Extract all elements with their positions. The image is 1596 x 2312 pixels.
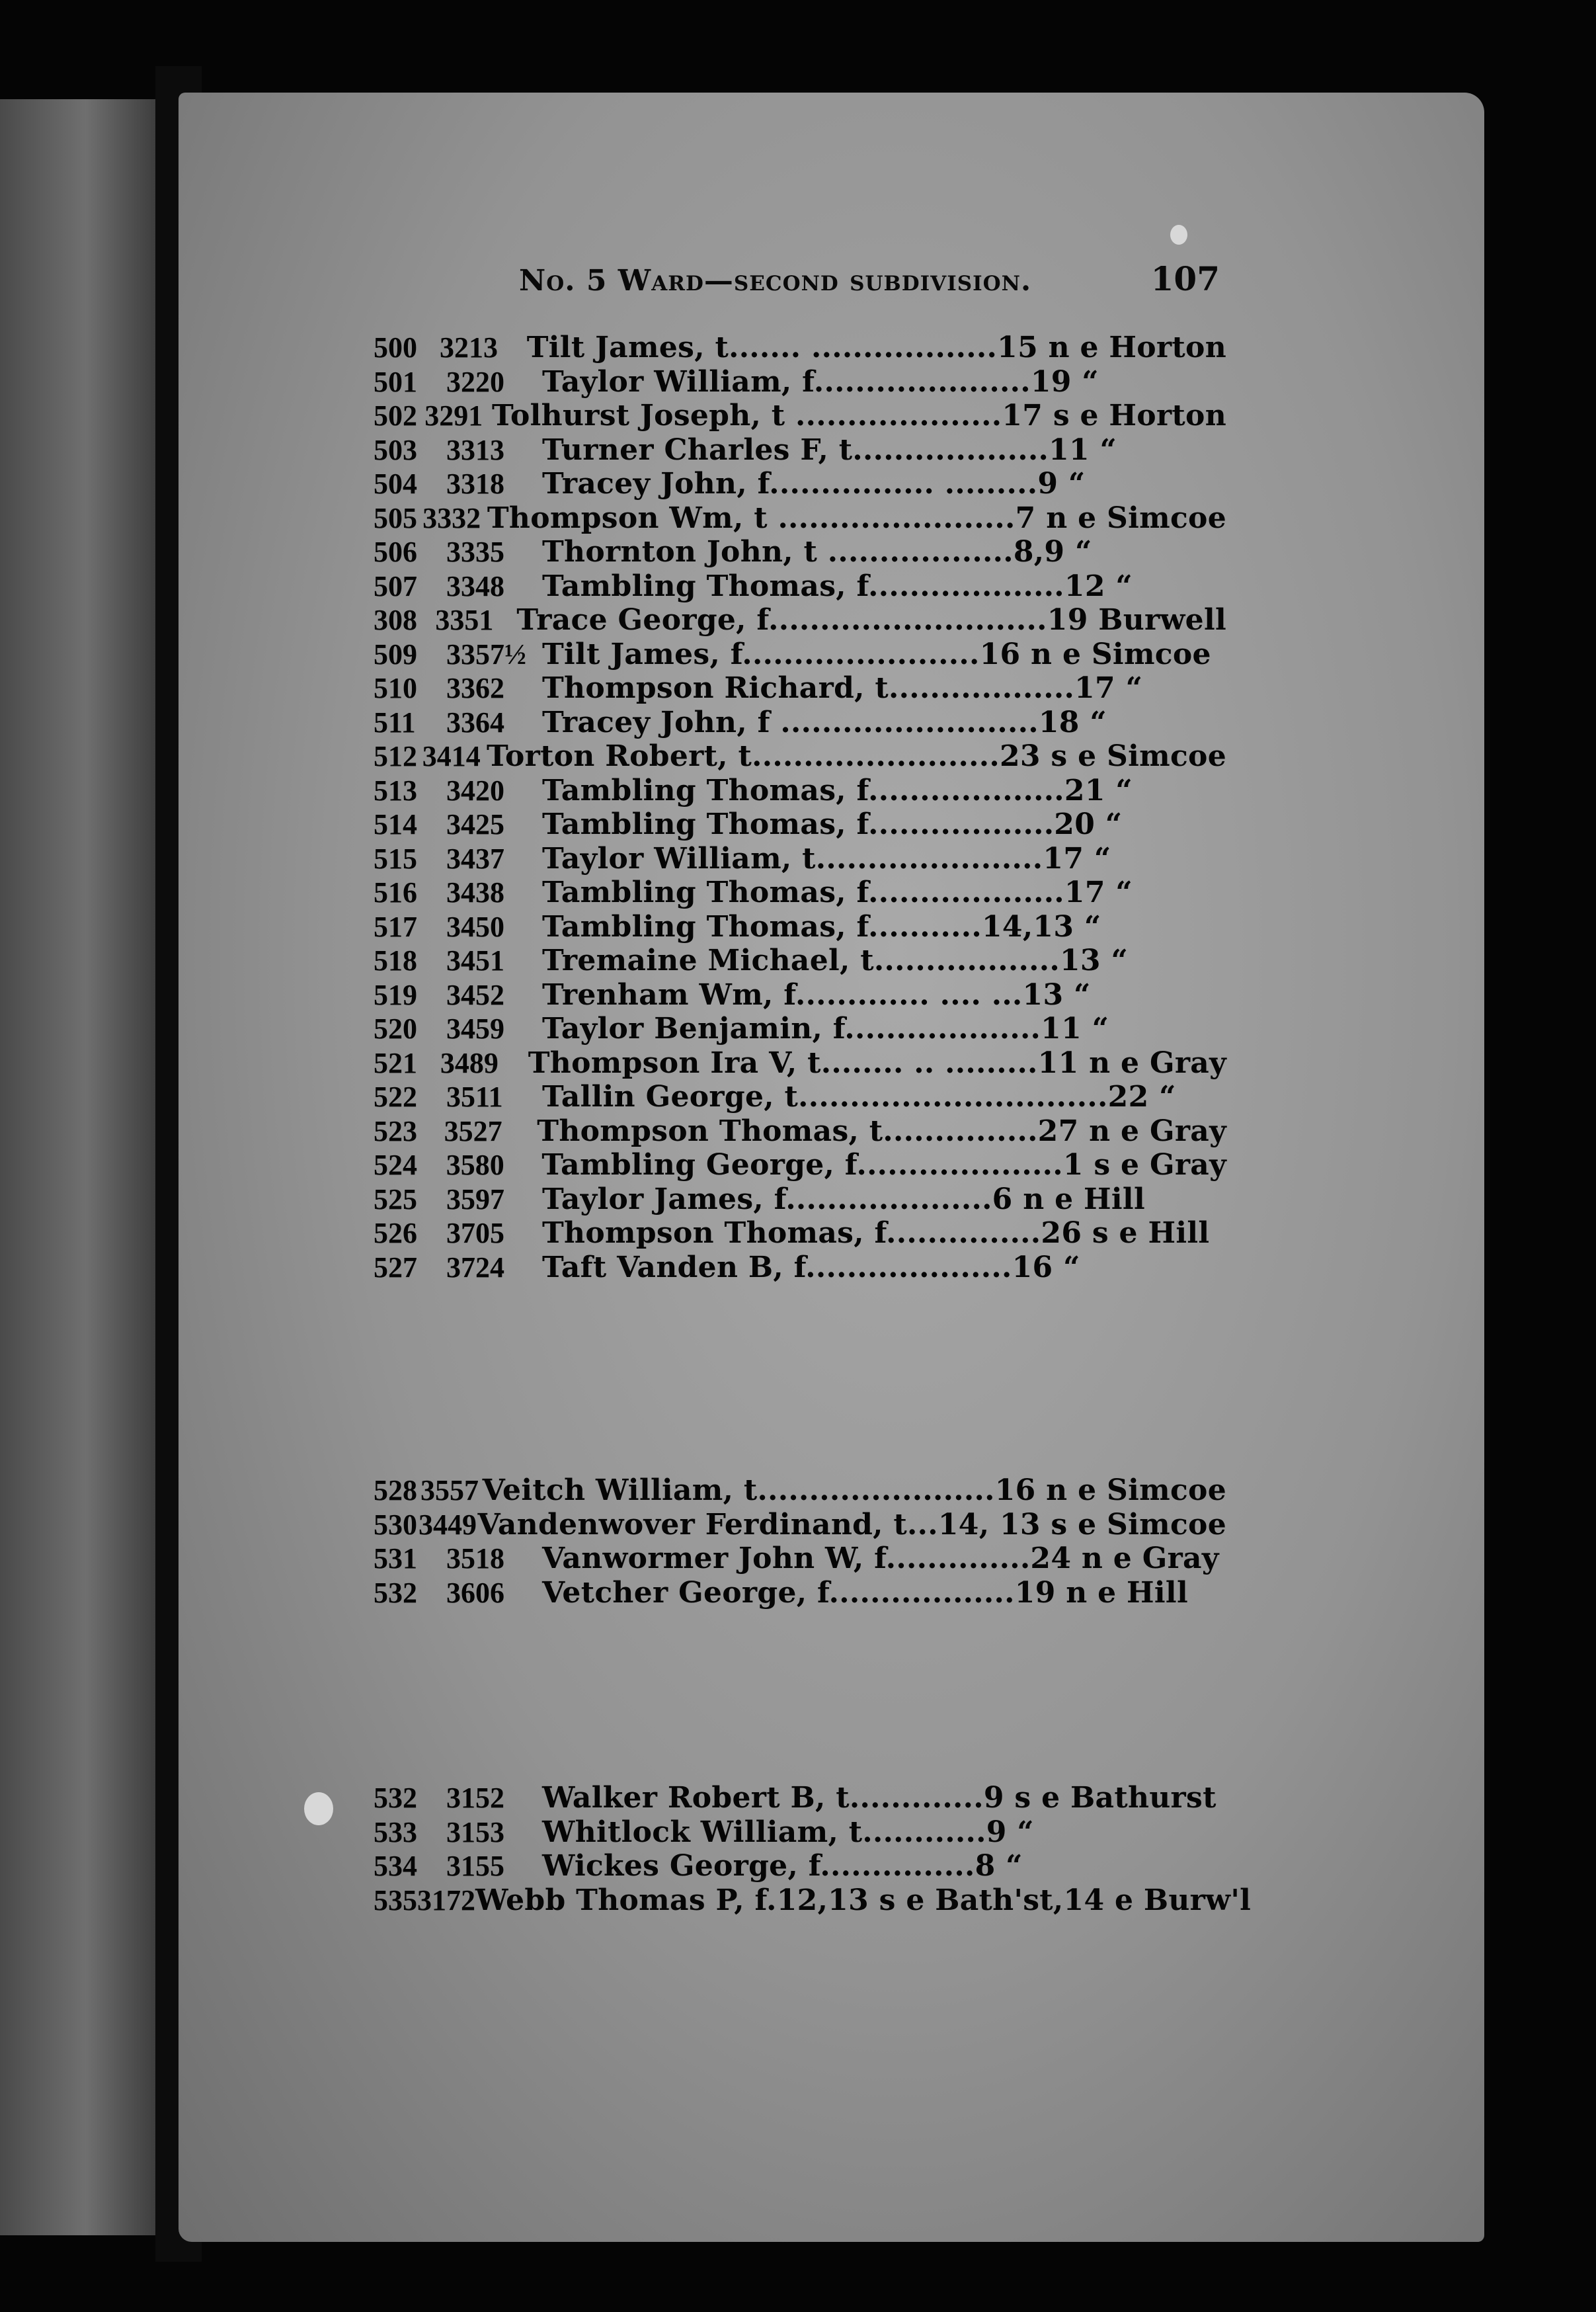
directory-row xyxy=(374,365,1226,399)
resident-entry: Tambling Thomas, f..................20 “ xyxy=(542,807,1123,841)
row-number: 501 xyxy=(374,365,417,398)
directory-row xyxy=(374,1012,1226,1046)
lot-number: 3291 xyxy=(424,399,483,432)
row-number: 519 xyxy=(374,978,417,1011)
resident-entry: Turner Charles F, t...................11 “ xyxy=(542,433,1117,467)
resident-entry: Taylor James, f....................6 n e Hill xyxy=(542,1182,1145,1216)
directory-row xyxy=(374,331,1226,365)
directory-row xyxy=(374,876,1226,910)
resident-entry: Vanwormer John W, f..............24 n e Gray xyxy=(542,1542,1219,1575)
lot-number: 3414 xyxy=(422,740,481,772)
lot-number: 3348 xyxy=(446,569,504,602)
lot-number: 3357½ xyxy=(446,638,526,671)
lot-number: 3527 xyxy=(444,1114,502,1147)
row-number: 504 xyxy=(374,468,417,500)
directory-row xyxy=(374,910,1226,944)
resident-entry: Thompson Ira V, t........ .. .........11 n e Gray xyxy=(528,1046,1226,1080)
lot-number: 3557 xyxy=(420,1474,479,1507)
directory-row xyxy=(374,467,1226,501)
directory-row xyxy=(374,1849,1226,1883)
lot-number: 3452 xyxy=(446,978,504,1011)
resident-entry: Taft Vanden B, f....................16 “ xyxy=(542,1250,1080,1284)
row-number: 535 xyxy=(374,1883,417,1917)
lot-number: 3449 xyxy=(418,1508,477,1541)
row-number: 521 xyxy=(374,1046,417,1079)
paper-blemish xyxy=(304,1792,333,1825)
row-number: 507 xyxy=(374,569,417,602)
resident-entry: Tallin George, t..............................22 “ xyxy=(542,1080,1176,1114)
resident-entry: Taylor William, f.....................19 “ xyxy=(542,364,1099,399)
lot-number: 3437 xyxy=(446,842,504,875)
directory-row xyxy=(374,739,1226,774)
row-number: 516 xyxy=(374,876,417,909)
row-number: 530 xyxy=(374,1508,417,1541)
directory-row xyxy=(374,1542,1226,1576)
resident-entry: Thompson Thomas, f...............26 s e Hill xyxy=(542,1216,1210,1250)
row-number: 502 xyxy=(374,399,417,432)
directory-row xyxy=(374,1148,1226,1182)
lot-number: 3318 xyxy=(446,468,504,500)
directory-row xyxy=(374,1508,1226,1542)
entries-section-v xyxy=(374,1473,1226,1610)
row-number: 308 xyxy=(374,604,417,636)
lot-number: 3332 xyxy=(422,501,481,534)
directory-row xyxy=(374,399,1226,433)
lot-number: 3489 xyxy=(440,1046,499,1079)
row-number: 511 xyxy=(374,706,416,739)
directory-row xyxy=(374,1883,1252,1918)
directory-row xyxy=(374,1473,1226,1508)
lot-number: 3335 xyxy=(446,536,504,568)
resident-entry: Walker Robert B, t.............9 s e Bathurst xyxy=(542,1781,1217,1815)
resident-entry: Thompson Wm, t .......................7 n e Simcoe xyxy=(487,501,1226,535)
resident-entry: Taylor William, t......................17 “ xyxy=(542,841,1111,876)
directory-row xyxy=(374,1216,1226,1251)
resident-entry: Whitlock William, t............9 “ xyxy=(542,1815,1034,1849)
resident-entry: Tilt James, t....... ..................15 n e Horton xyxy=(526,331,1226,364)
page-title: No. 5 Ward—second subdivision. xyxy=(519,264,1032,298)
resident-entry: Tambling George, f....................1 s e Gray xyxy=(541,1148,1226,1182)
directory-row xyxy=(374,1576,1226,1610)
resident-entry: Trenham Wm, f............. .... ...13 “ xyxy=(542,977,1091,1012)
row-number: 505 xyxy=(374,501,417,534)
resident-entry: Torton Robert, t........................23 s e Simcoe xyxy=(486,739,1226,773)
lot-number: 3152 xyxy=(446,1782,504,1814)
row-number: 500 xyxy=(374,331,417,364)
lot-number: 3172 xyxy=(417,1883,475,1917)
page-number: 107 xyxy=(1150,259,1220,298)
resident-entry: Tracey John, f................ .........9 “ xyxy=(542,467,1086,501)
resident-entry: Tilt James, f.......................16 n e Simcoe xyxy=(542,637,1211,671)
directory-row xyxy=(374,1046,1226,1081)
lot-number: 3597 xyxy=(446,1182,504,1216)
lot-number: 3511 xyxy=(446,1081,503,1113)
row-number: 512 xyxy=(374,740,417,772)
row-number: 520 xyxy=(374,1012,417,1045)
resident-entry: Thompson Thomas, t...............27 n e Gray xyxy=(537,1114,1226,1148)
resident-entry: Tambling Thomas, f...................12 “ xyxy=(542,569,1133,603)
row-number: 506 xyxy=(374,536,417,568)
row-number: 527 xyxy=(374,1251,417,1284)
lot-number: 3313 xyxy=(446,433,504,466)
resident-entry: Vetcher George, f..................19 n e Hill xyxy=(542,1575,1188,1610)
lot-number: 3451 xyxy=(446,944,504,977)
row-number: 518 xyxy=(374,944,417,977)
row-number: 534 xyxy=(374,1850,417,1882)
row-number: 533 xyxy=(374,1815,417,1848)
row-number: 525 xyxy=(374,1182,417,1216)
row-number: 510 xyxy=(374,672,417,704)
directory-row xyxy=(374,944,1226,978)
lot-number: 3580 xyxy=(446,1149,504,1181)
row-number: 528 xyxy=(374,1474,417,1507)
row-number: 514 xyxy=(374,808,417,841)
row-number: 513 xyxy=(374,774,417,807)
entries-section-t xyxy=(374,331,1226,1284)
lot-number: 3220 xyxy=(446,365,504,398)
directory-row xyxy=(374,638,1226,672)
directory-row xyxy=(374,1114,1226,1149)
lot-number: 3705 xyxy=(446,1217,504,1249)
directory-row xyxy=(374,807,1226,842)
directory-row xyxy=(374,671,1226,706)
resident-entry: Wickes George, f...............8 “ xyxy=(542,1849,1023,1883)
lot-number: 3450 xyxy=(446,910,504,943)
resident-entry: Tambling Thomas, f...........14,13 “ xyxy=(542,909,1101,944)
row-number: 523 xyxy=(374,1114,417,1147)
lot-number: 3518 xyxy=(446,1542,504,1575)
page-header xyxy=(519,259,1220,298)
lot-number: 3425 xyxy=(446,808,504,841)
lot-number: 3606 xyxy=(446,1576,504,1609)
directory-row xyxy=(374,535,1226,569)
row-number: 532 xyxy=(374,1782,417,1814)
lot-number: 3724 xyxy=(446,1251,504,1284)
lot-number: 3213 xyxy=(439,331,498,364)
directory-row xyxy=(374,603,1226,638)
row-number: 526 xyxy=(374,1217,417,1249)
row-number: 503 xyxy=(374,433,417,466)
resident-entry: Thompson Richard, t..................17 “ xyxy=(542,671,1143,705)
directory-row xyxy=(374,433,1226,468)
directory-row xyxy=(374,1080,1226,1114)
directory-row xyxy=(374,842,1226,876)
lot-number: 3459 xyxy=(446,1012,504,1045)
row-number: 517 xyxy=(374,910,417,943)
row-number: 532 xyxy=(374,1576,417,1609)
facing-page-edge xyxy=(0,99,155,2235)
directory-row xyxy=(374,1182,1226,1217)
resident-entry: Vandenwover Ferdinand, t...14, 13 s e Simcoe xyxy=(477,1507,1226,1542)
lot-number: 3420 xyxy=(446,774,504,807)
paper-blemish xyxy=(1170,225,1187,245)
resident-entry: Taylor Benjamin, f...................11 “ xyxy=(542,1012,1109,1046)
lot-number: 3153 xyxy=(446,1815,504,1848)
resident-entry: Trace George, f...........................19 Burwell xyxy=(516,603,1226,637)
directory-row xyxy=(374,1781,1226,1815)
resident-entry: Tambling Thomas, f...................21 “ xyxy=(542,773,1133,807)
resident-entry: Webb Thomas P, f.12,13 s e Bath'st,14 e Burw'l xyxy=(475,1883,1252,1917)
lot-number: 3364 xyxy=(446,706,504,739)
directory-row xyxy=(374,569,1226,604)
directory-row xyxy=(374,774,1226,808)
lot-number: 3155 xyxy=(446,1850,504,1882)
lot-number: 3351 xyxy=(435,604,494,636)
resident-entry: Veitch William, t.......................16 n e Simcoe xyxy=(482,1473,1226,1507)
resident-entry: Tolhurst Joseph, t ....................17 s e Horton xyxy=(492,399,1226,433)
resident-entry: Tracey John, f .........................18 “ xyxy=(542,705,1107,739)
directory-row xyxy=(374,1815,1226,1850)
resident-entry: Tambling Thomas, f...................17 “ xyxy=(542,876,1133,909)
row-number: 515 xyxy=(374,842,417,875)
directory-row xyxy=(374,706,1226,740)
resident-entry: Tremaine Michael, t..................13 “ xyxy=(542,944,1129,977)
lot-number: 3438 xyxy=(446,876,504,909)
row-number: 531 xyxy=(374,1542,417,1575)
row-number: 524 xyxy=(374,1149,417,1181)
row-number: 509 xyxy=(374,638,417,671)
row-number: 522 xyxy=(374,1081,417,1113)
directory-row xyxy=(374,501,1226,536)
lot-number: 3362 xyxy=(446,672,504,704)
directory-row xyxy=(374,1251,1226,1285)
directory-row xyxy=(374,978,1226,1012)
entries-section-w xyxy=(374,1781,1252,1917)
resident-entry: Thornton John, t ..................8,9 “ xyxy=(542,535,1092,569)
